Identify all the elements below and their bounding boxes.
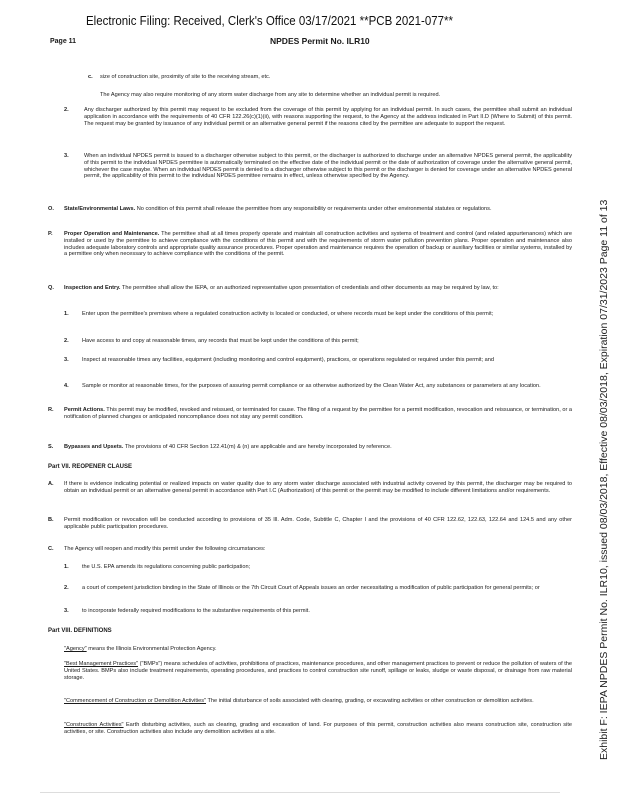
section-Q-body: The permittee shall allow the IEPA, or an authorized representative upon presentation of credentials and other documents as may be required by law, to: (121, 285, 499, 291)
def-commencement-term: "Commencement of Construction or Demolition Activities" (64, 698, 207, 704)
part-7-C3-label: 3. (64, 608, 69, 614)
section-P-body: The permittee shall at all times properly operate and maintain all construction activities and systems of treatment and control (and related appurtenances) which are installed or used by the permittee to achieve compliance with the conditions of this permit and with the requirements of storm water pollution prevention plans. Proper operation and maintenance also includes adequate laboratory controls and appropriate quality assurance procedures. Proper operation and maintenance requires the operation of backup or auxiliary facilities or similar systems, installed by a permittee only when necessary to achieve compliance with the conditions of the permit. (64, 231, 572, 258)
part-7-C-label: C. (48, 546, 54, 552)
section-Q-text (64, 285, 572, 292)
section-O-title: State/Environmental Laws. (64, 206, 136, 212)
def-bmp (64, 661, 572, 681)
section-S-body: The provisions of 40 CFR Section 122.41(m) & (n) are applicable and are hereby incorporated by reference. (124, 444, 392, 450)
item-3-label: 3. (64, 153, 69, 159)
part-7-C3-text: to incorporate federally required modifications to the substantive requirements of this permit. (82, 608, 310, 614)
section-R-text (64, 407, 572, 421)
item-c-label: c. (88, 74, 93, 80)
section-O-label: O. (48, 206, 54, 212)
section-Q-title: Inspection and Entry. (64, 285, 121, 291)
part-7-heading: Part VII. REOPENER CLAUSE (48, 464, 133, 470)
agency-note: The Agency may also require monitoring of any storm water discharge from any site to determine whether an individual permit is required. (100, 92, 441, 98)
def-bmp-body: ("BMPs") means schedules of activities, prohibitions of practices, maintenance procedures, and other management practices to prevent or reduce the pollution of waters of the United States. BMPs also include treatment requirements, operating procedures, and practices to control construction site runoff, spillage or leaks, sludge or waste disposal, or drainage from raw material storage. (64, 661, 572, 681)
section-R-title: Permit Actions. (64, 407, 105, 413)
part-7-C1-label: 1. (64, 564, 69, 570)
def-construction (64, 722, 572, 736)
section-P-title: Proper Operation and Maintenance. (64, 231, 160, 237)
part-7-B-text: Permit modification or revocation will be conducted according to provisions of 35 Ill. Adm. Code, Subtitle C, Chapter I and the provisions of 40 CFR 122.62, 122.63, 122.64 and 124.5 and any other applicable public participation procedures. (64, 517, 572, 530)
section-R-label: R. (48, 407, 54, 413)
def-commencement-body: The initial disturbance of soils associated with clearing, grading, or excavating activities or other construction or demolition activities. (207, 698, 534, 704)
part-7-C2-text: a court of competent jurisdiction binding in the State of Illinois or the 7th Circuit Court of Appeals issues an order necessitating a modification of public participation for general permits; or (82, 585, 540, 591)
part-7-C1-text: the U.S. EPA amends its regulations concerning public participation; (82, 564, 251, 570)
Q-item-1-text: Enter upon the permittee's premises where a regulated construction activity is located or conducted, or where records must be kept under the conditions of this permit; (82, 311, 494, 317)
def-agency-body: means the Illinois Environmental Protection Agency. (88, 646, 217, 652)
Q-item-2-text: Have access to and copy at reasonable times, any records that must be kept under the conditions of this permit; (82, 338, 359, 344)
part-7-A-text: If there is evidence indicating potential or realized impacts on water quality due to any storm water discharge associated with industrial activity covered by this permit, the discharger may be required to obtain an individual permit or an alternative general permit in accordance with Part I.C (Authorization) of this permit or the permit may be modified to include different limitations and/or requirements. (64, 481, 572, 494)
item-2-text: Any discharger authorized by this permit may request to be excluded from the coverage of this permit by applying for an individual permit. In such cases, the permittee shall submit an individual application in accordance with the requirements of 40 CFR 122.26(c)(1)(ii), with reasons supporting the request, to the Agency at the address indicated in Part II.D (Where to Submit) of this permit. The request may be granted by issuance of any individual permit or an alternative general permit if the reasons cited by the permittee are adequate to support the request. (84, 107, 572, 127)
part-7-A-label: A. (48, 481, 54, 487)
section-S-text (64, 444, 572, 451)
page-label: Page 11 (50, 38, 77, 45)
Q-item-3-text: Inspect at reasonable times any facilities, equipment (including monitoring and control equipment), practices, or operations regulated or required under this permit; and (82, 357, 494, 363)
exhibit-side-stamp: Exhibit F: IEPA NPDES Permit No. ILR10, issued 08/03/2018, Effective 08/03/2018, Expiration 07/31/2023 Page 11 of 13 (598, 199, 610, 760)
def-agency (64, 646, 572, 653)
section-R-body: This permit may be modified, revoked and reissued, or terminated for cause. The filing of a request by the permittee for a permit modification, revocation and reissuance, or termination, or a notification of planned changes or anticipated noncompliance does not stay any permit condition. (64, 407, 573, 420)
def-agency-term: "Agency" (64, 646, 87, 652)
item-c-text: size of construction site, proximity of site to the receiving stream, etc. (100, 74, 271, 80)
Q-item-1-label: 1. (64, 311, 69, 317)
section-P-label: P. (48, 231, 53, 237)
item-3-text: When an individual NPDES permit is issued to a discharger otherwise subject to this permit, or the discharger is authorized to discharge under an alternative NPDES general permit, the applicability of this permit to the individual NPDES permittee is automatically terminated on the effective date of the individual permit or the date of authorization of coverage under the alternative general permit, whichever the case maybe. When an individual NPDES permit is denied to a discharger otherwise subject to this permit or the discharger is denied for coverage under an alternative NPDES general permit, the applicability of this permit to the individual NPDES permittee remains in effect, unless otherwise specified by the Agency. (84, 153, 572, 180)
part-7-C2-label: 2. (64, 585, 69, 591)
filing-stamp: Electronic Filing: Received, Clerk's Office 03/17/2021 **PCB 2021-077** (86, 14, 453, 28)
Q-item-3-label: 3. (64, 357, 69, 363)
item-2-label: 2. (64, 107, 69, 113)
Q-item-4-text: Sample or monitor at reasonable times, for the purposes of assuring permit compliance or as otherwise authorized by the Clean Water Act, any substances or parameters at any location. (82, 383, 541, 389)
section-S-title: Bypasses and Upsets. (64, 444, 124, 450)
section-O-body: No condition of this permit shall release the permittee from any responsibility or requirements under other environmental statutes or regulations. (136, 206, 492, 212)
section-Q-label: Q. (48, 285, 54, 291)
Q-item-4-label: 4. (64, 383, 69, 389)
section-S-label: S. (48, 444, 54, 450)
def-commencement (64, 698, 572, 705)
section-O-text (64, 206, 572, 213)
part-8-heading: Part VIII. DEFINITIONS (48, 628, 112, 634)
scan-edge-line (40, 792, 560, 793)
part-7-B-label: B. (48, 517, 54, 523)
def-bmp-term: "Best Management Practices" (64, 661, 139, 667)
def-construction-body: Earth disturbing activities, such as clearing, grading and excavation of land. For purposes of this permit, construction activities also means construction site, construction site activities, or site. Construction activities also include any demolition activities at a site. (64, 722, 572, 735)
def-construction-term: "Construction Activities" (64, 722, 124, 728)
part-7-C-text: The Agency will reopen and modify this permit under the following circumstances: (64, 546, 266, 552)
permit-title: NPDES Permit No. ILR10 (270, 36, 370, 46)
section-P-text (64, 231, 572, 258)
Q-item-2-label: 2. (64, 338, 69, 344)
